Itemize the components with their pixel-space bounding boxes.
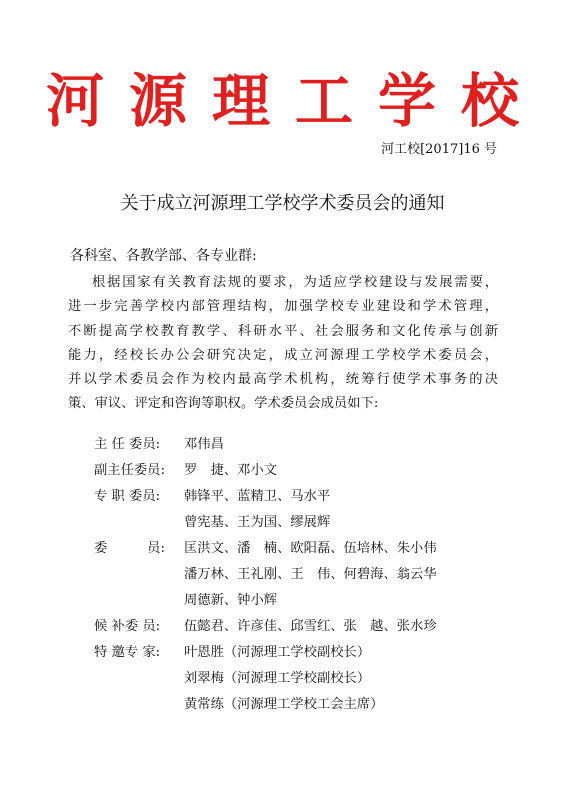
member-names: 黄常练（河源理工学校工会主席） xyxy=(184,697,384,712)
greeting: 各科室、各教学部、各专业群: xyxy=(70,248,257,264)
member-role: 副主任委员: xyxy=(94,463,165,478)
body-line: 进一步完善学校内部管理结构，加强学校专业建设和学术管理， xyxy=(68,299,498,315)
masthead-char: 学 xyxy=(377,67,436,135)
member-row xyxy=(94,536,514,562)
member-row xyxy=(94,614,514,640)
member-role: 专 职 委员: xyxy=(94,489,161,504)
document-number: 河工校[2017]16 号 xyxy=(381,142,497,157)
member-row xyxy=(94,588,514,614)
masthead-char: 河 xyxy=(45,67,104,135)
member-row xyxy=(94,562,514,588)
masthead-char: 工 xyxy=(294,67,353,135)
member-role: 特 邀专 家: xyxy=(94,645,161,660)
member-names: 潘万林、王礼刚、王 伟、何碧海、翁云华 xyxy=(184,567,437,582)
member-names: 匡洪文、潘 楠、欧阳磊、伍培林、朱小伟 xyxy=(184,541,437,556)
member-row xyxy=(94,510,514,536)
member-names: 叶恩胜（河源理工学校副校长） xyxy=(184,645,371,660)
member-names: 邓伟昌 xyxy=(184,437,224,452)
body-line: 根据国家有关教育法规的要求，为适应学校建设与发展需要， xyxy=(92,275,498,290)
member-names: 韩锋平、蓝精卫、马水平 xyxy=(184,489,331,504)
body-paragraph xyxy=(68,271,498,417)
body-line: 能力，经校长办公会研究决定，成立河源理工学校学术委员会， xyxy=(68,347,498,363)
member-row xyxy=(94,640,514,666)
member-list xyxy=(94,432,514,718)
member-names: 刘翠梅（河源理工学校副校长） xyxy=(184,671,371,686)
body-line: 并以学术委员会作为校内最高学术机构，统筹行使学术事务的决 xyxy=(68,372,498,388)
body-line: 策、审议、评定和咨询等职权。学术委员会成员如下: xyxy=(68,396,379,412)
member-row xyxy=(94,458,514,484)
member-names: 曾宪基、王为国、缪展辉 xyxy=(184,515,331,530)
member-row xyxy=(94,666,514,692)
body-line: 不断提高学校教育教学、科研水平、社会服务和文化传承与创新 xyxy=(68,323,498,339)
member-row xyxy=(94,484,514,510)
notice-title: 关于成立河源理工学校学术委员会的通知 xyxy=(120,193,445,214)
member-row xyxy=(94,692,514,718)
masthead-title xyxy=(40,66,525,136)
member-names: 周德新、钟小辉 xyxy=(184,593,278,608)
masthead-char: 校 xyxy=(460,67,519,135)
member-role: 委 员: xyxy=(94,541,165,556)
member-names: 罗 捷、邓小文 xyxy=(184,463,278,478)
member-names: 伍懿君、许彦佳、邱雪红、张 越、张水珍 xyxy=(184,619,437,634)
member-row xyxy=(94,432,514,458)
masthead-char: 理 xyxy=(211,67,270,135)
member-role: 主 任 委员: xyxy=(94,437,161,452)
member-role: 候 补委 员: xyxy=(94,619,161,634)
masthead-char: 源 xyxy=(128,67,187,135)
